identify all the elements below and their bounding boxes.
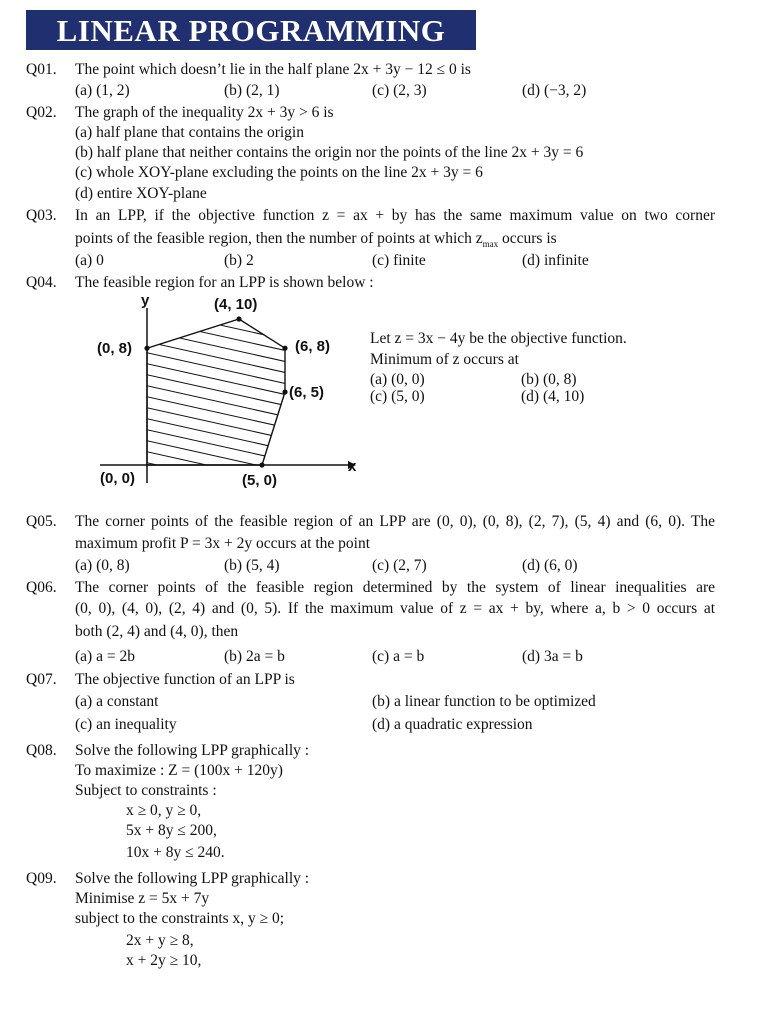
option-c: (c) finite xyxy=(372,252,426,269)
constraint: x + 2y ≥ 10, xyxy=(126,952,202,969)
question-number: Q01. xyxy=(26,61,57,78)
option-a: (a) a constant xyxy=(75,693,159,710)
constraint: 10x + 8y ≤ 240. xyxy=(126,844,225,861)
question-number: Q07. xyxy=(26,671,57,688)
question-text-line: (0, 0), (4, 0), (2, 4) and (0, 5). If the maximum value of z = ax + by, where a, b > 0 occurs at xyxy=(75,600,715,617)
question-text-line xyxy=(75,229,557,254)
question-text-line: Minimise z = 5x + 7y xyxy=(75,890,210,907)
hatch-line xyxy=(130,382,310,422)
question-number: Q04. xyxy=(26,274,57,291)
subscript: max xyxy=(482,239,499,250)
option-b: (b) 2 xyxy=(224,252,254,269)
question-text-line: The corner points of the feasible region determined by the system of linear inequalities are xyxy=(75,579,715,596)
option-c: (c) (2, 7) xyxy=(372,557,427,574)
option-d: (d) 3a = b xyxy=(522,648,583,665)
question-text-line: Solve the following LPP graphically : xyxy=(75,870,310,887)
option-a: (a) half plane that contains the origin xyxy=(75,124,304,141)
option-c: (c) whole XOY-plane excluding the points on the line 2x + 3y = 6 xyxy=(75,164,483,181)
option-c: (c) (2, 3) xyxy=(372,82,427,99)
vertex-label: (0, 8) xyxy=(97,340,133,358)
text-run: occurs is xyxy=(498,230,557,247)
option-b: (b) half plane that neither contains the origin nor the points of the line 2x + 3y = 6 xyxy=(75,144,584,161)
x-axis-label: x xyxy=(348,458,357,475)
hatch-line xyxy=(130,316,310,356)
option-d: (d) entire XOY-plane xyxy=(75,185,207,202)
vertex-point xyxy=(259,462,264,467)
hatch-line xyxy=(130,349,310,389)
hatch-line xyxy=(130,481,310,498)
vertex-point xyxy=(282,389,287,394)
text-run: points of the feasible region, then the number of points at which z xyxy=(75,230,483,247)
question-text: The objective function of an LPP is xyxy=(75,671,295,688)
option-a: (a) (0, 8) xyxy=(75,557,130,574)
feasible-region-boundary xyxy=(147,319,285,465)
hatch-line xyxy=(130,448,310,488)
question-number: Q02. xyxy=(26,104,57,121)
hatch-line xyxy=(130,415,310,455)
question-text: The graph of the inequality 2x + 3y > 6 is xyxy=(75,104,334,121)
vertex-label: (6, 8) xyxy=(295,338,331,356)
constraint: x ≥ 0, y ≥ 0, xyxy=(126,802,202,819)
option-a: (a) (0, 0) xyxy=(370,371,425,388)
option-a: (a) 0 xyxy=(75,252,104,269)
option-c: (c) (5, 0) xyxy=(370,388,425,405)
question-number: Q06. xyxy=(26,579,57,596)
question-number: Q08. xyxy=(26,742,57,759)
question-number: Q05. xyxy=(26,513,57,530)
feasible-region-graph xyxy=(90,288,365,498)
question-number: Q09. xyxy=(26,870,57,887)
hatch-line xyxy=(130,492,310,498)
hatch-line xyxy=(130,288,310,290)
question-text: The point which doesn’t lie in the half plane 2x + 3y − 12 ≤ 0 is xyxy=(75,61,471,78)
question-text: The feasible region for an LPP is shown below : xyxy=(75,274,374,291)
q04-side-text: Minimum of z occurs at xyxy=(370,351,519,368)
vertex-point xyxy=(236,316,241,321)
option-b: (b) 2a = b xyxy=(224,648,285,665)
vertex-label: (0, 0) xyxy=(100,470,136,487)
option-d: (d) (−3, 2) xyxy=(522,82,587,99)
vertex-label: (6, 5) xyxy=(289,384,325,401)
y-axis-label: y xyxy=(141,292,150,309)
option-c: (c) an inequality xyxy=(75,716,177,733)
hatch-line xyxy=(130,404,310,444)
question-text-line: Subject to constraints : xyxy=(75,782,217,799)
hatch-line xyxy=(130,338,310,378)
option-d: (d) (4, 10) xyxy=(521,388,585,405)
q04-side-text: Let z = 3x − 4y be the objective function. xyxy=(370,330,627,347)
vertex-point xyxy=(282,346,287,351)
question-text-line: The corner points of the feasible region of an LPP are (0, 0), (0, 8), (2, 7), (5, 4) and (6, 0). The xyxy=(75,513,715,530)
option-d: (d) (6, 0) xyxy=(522,557,578,574)
option-b: (b) (2, 1) xyxy=(224,82,280,99)
question-text-line: maximum profit P = 3x + 2y occurs at the point xyxy=(75,535,371,552)
hatch-line xyxy=(130,426,310,466)
question-text-line: subject to the constraints x, y ≥ 0; xyxy=(75,910,285,927)
option-b: (b) (5, 4) xyxy=(224,557,280,574)
constraint: 2x + y ≥ 8, xyxy=(126,932,194,949)
option-c: (c) a = b xyxy=(372,648,425,665)
option-a: (a) a = 2b xyxy=(75,648,135,665)
option-b: (b) a linear function to be optimized xyxy=(372,693,596,710)
hatch-line xyxy=(130,470,310,498)
option-d: (d) a quadratic expression xyxy=(372,716,533,733)
vertex-label: (5, 0) xyxy=(242,472,278,489)
vertex-label: (4, 10) xyxy=(214,296,258,313)
question-text-line: In an LPP, if the objective function z = ax + by has the same maximum value on two corner xyxy=(75,207,715,224)
question-number: Q03. xyxy=(26,207,57,224)
option-a: (a) (1, 2) xyxy=(75,82,130,99)
constraint: 5x + 8y ≤ 200, xyxy=(126,822,217,839)
question-text-line: both (2, 4) and (4, 0), then xyxy=(75,623,239,640)
question-text-line: Solve the following LPP graphically : xyxy=(75,742,310,759)
vertex-point xyxy=(144,346,149,351)
option-b: (b) (0, 8) xyxy=(521,371,577,388)
hatch-line xyxy=(130,360,310,400)
question-text-line: To maximize : Z = (100x + 120y) xyxy=(75,762,283,779)
hatch-line xyxy=(130,437,310,477)
page-title: LINEAR PROGRAMMING xyxy=(26,10,476,50)
option-d: (d) infinite xyxy=(522,252,589,269)
